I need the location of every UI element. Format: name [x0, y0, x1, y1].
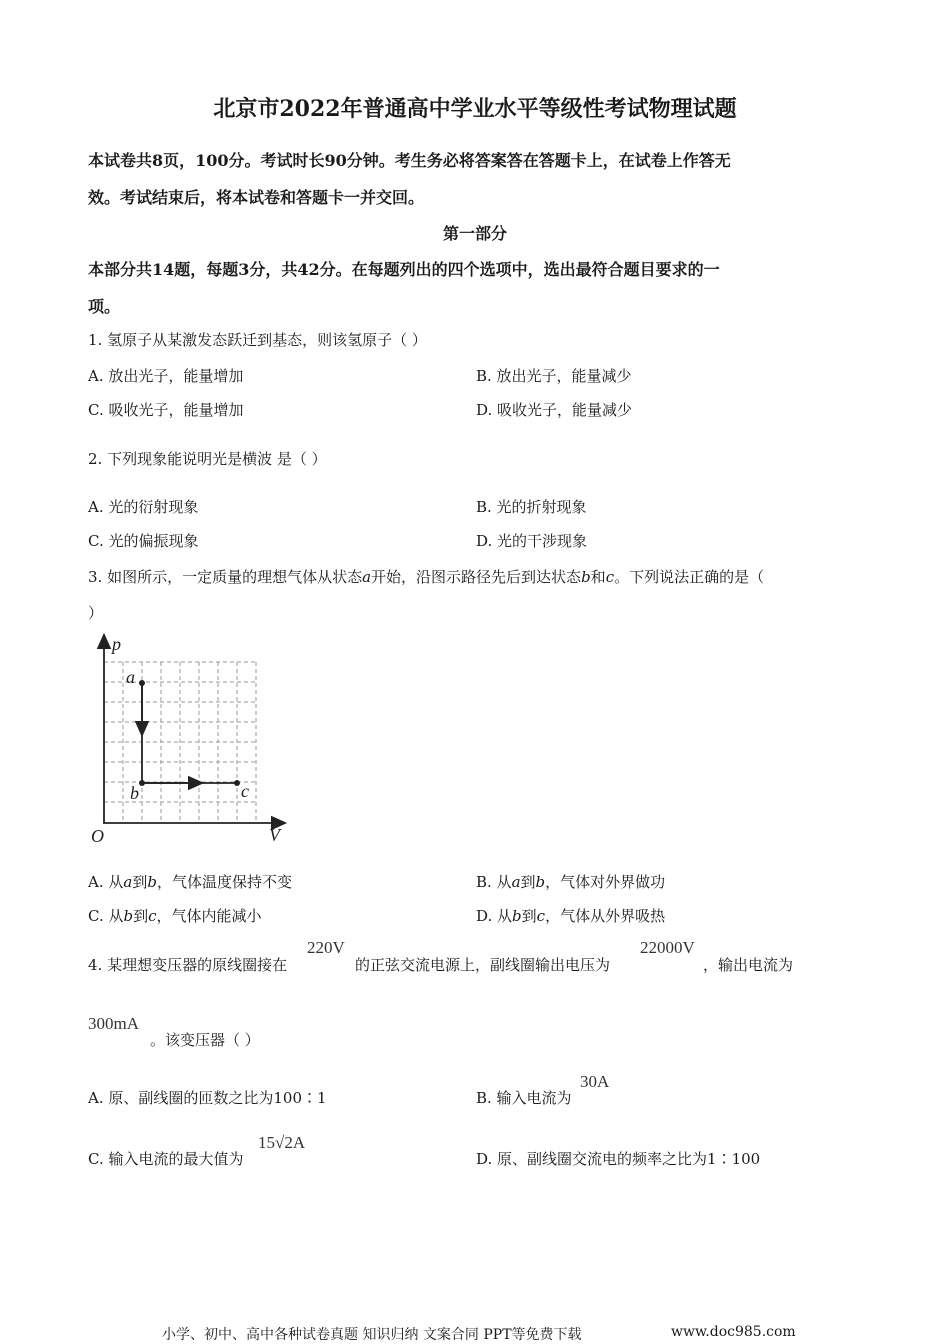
q2-option-c: C. 光的偏振现象: [88, 532, 199, 550]
section-desc-line-2: 项。: [88, 297, 121, 316]
pv-diagram: [85, 630, 295, 850]
point-b: [139, 780, 145, 786]
q4-stem-part-2: 的正弦交流电源上，副线圈输出电压为: [355, 956, 611, 974]
q1-option-b: B. 放出光子，能量减少: [476, 367, 632, 385]
q4-current-out: 300mA: [88, 1014, 139, 1033]
q2-option-a: A. 光的衍射现象: [88, 498, 199, 516]
axis-v-label: V: [269, 825, 280, 845]
intro-line-2: 效。考试结束后，将本试卷和答题卡一并交回。: [88, 188, 425, 207]
q1-stem: 1. 氢原子从某激发态跃迁到基态，则该氢原子（ ）: [88, 331, 427, 349]
q3-stem: 3. 如图所示，一定质量的理想气体从状态a开始，沿图示路径先后到达状态b和c。下列说法正确的是（: [88, 568, 765, 586]
q3-option-c: C. 从b到c，气体内能减小: [88, 907, 262, 925]
q4-option-b-value: 30A: [580, 1072, 610, 1091]
footer-url[interactable]: www.doc985.com: [671, 1324, 796, 1340]
q4-voltage-in: 220V: [307, 938, 345, 957]
footer-text: 小学、初中、高中各种试卷真题 知识归纳 文案合同 PPT等免费下载: [162, 1327, 582, 1343]
q3-option-b: B. 从a到b，气体对外界做功: [476, 873, 666, 891]
point-a-label: a: [126, 667, 135, 687]
point-b-label: b: [130, 783, 139, 803]
q4-option-d: D. 原、副线圈交流电的频率之比为1∶100: [476, 1150, 761, 1168]
q4-option-a: A. 原、副线圈的匝数之比为100∶1: [88, 1089, 327, 1107]
q1-option-a: A. 放出光子，能量增加: [88, 367, 244, 385]
section-title: 第一部分: [442, 224, 507, 243]
q4-option-c: C. 输入电流的最大值为: [88, 1150, 244, 1168]
intro-line-1: 本试卷共8页，100分。考试时长90分钟。考生务必将答案答在答题卡上，在试卷上作答无: [88, 151, 731, 170]
q1-option-d: D. 吸收光子，能量减少: [476, 401, 633, 419]
point-c: [234, 780, 240, 786]
q4-option-c-value: 15√2A: [258, 1133, 306, 1152]
q4-stem-part-1: 4. 某理想变压器的原线圈接在: [88, 956, 288, 974]
origin-label: O: [91, 826, 104, 846]
q3-option-d: D. 从b到c，气体从外界吸热: [476, 907, 666, 925]
section-desc-line-1: 本部分共14题，每题3分，共42分。在每题列出的四个选项中，选出最符合题目要求的一: [88, 260, 720, 279]
q3-stem-line-2: ）: [88, 604, 104, 622]
q4-option-b: B. 输入电流为: [476, 1089, 572, 1107]
axis-p-label: p: [112, 634, 121, 654]
point-a: [139, 680, 145, 686]
q2-stem: 2. 下列现象能说明光是横波 是（ ）: [88, 450, 327, 468]
q2-option-b: B. 光的折射现象: [476, 498, 587, 516]
point-c-label: c: [241, 781, 249, 801]
q3-option-a: A. 从a到b，气体温度保持不变: [88, 873, 292, 891]
q1-option-c: C. 吸收光子，能量增加: [88, 401, 244, 419]
q2-option-d: D. 光的干涉现象: [476, 532, 588, 550]
page-title: 北京市2022年普通高中学业水平等级性考试物理试题: [213, 96, 737, 122]
q4-stem-part-3: ，输出电流为: [703, 956, 794, 974]
q4-voltage-out: 22000V: [640, 938, 695, 957]
q4-stem-part-4: 。该变压器（ ）: [150, 1031, 260, 1049]
